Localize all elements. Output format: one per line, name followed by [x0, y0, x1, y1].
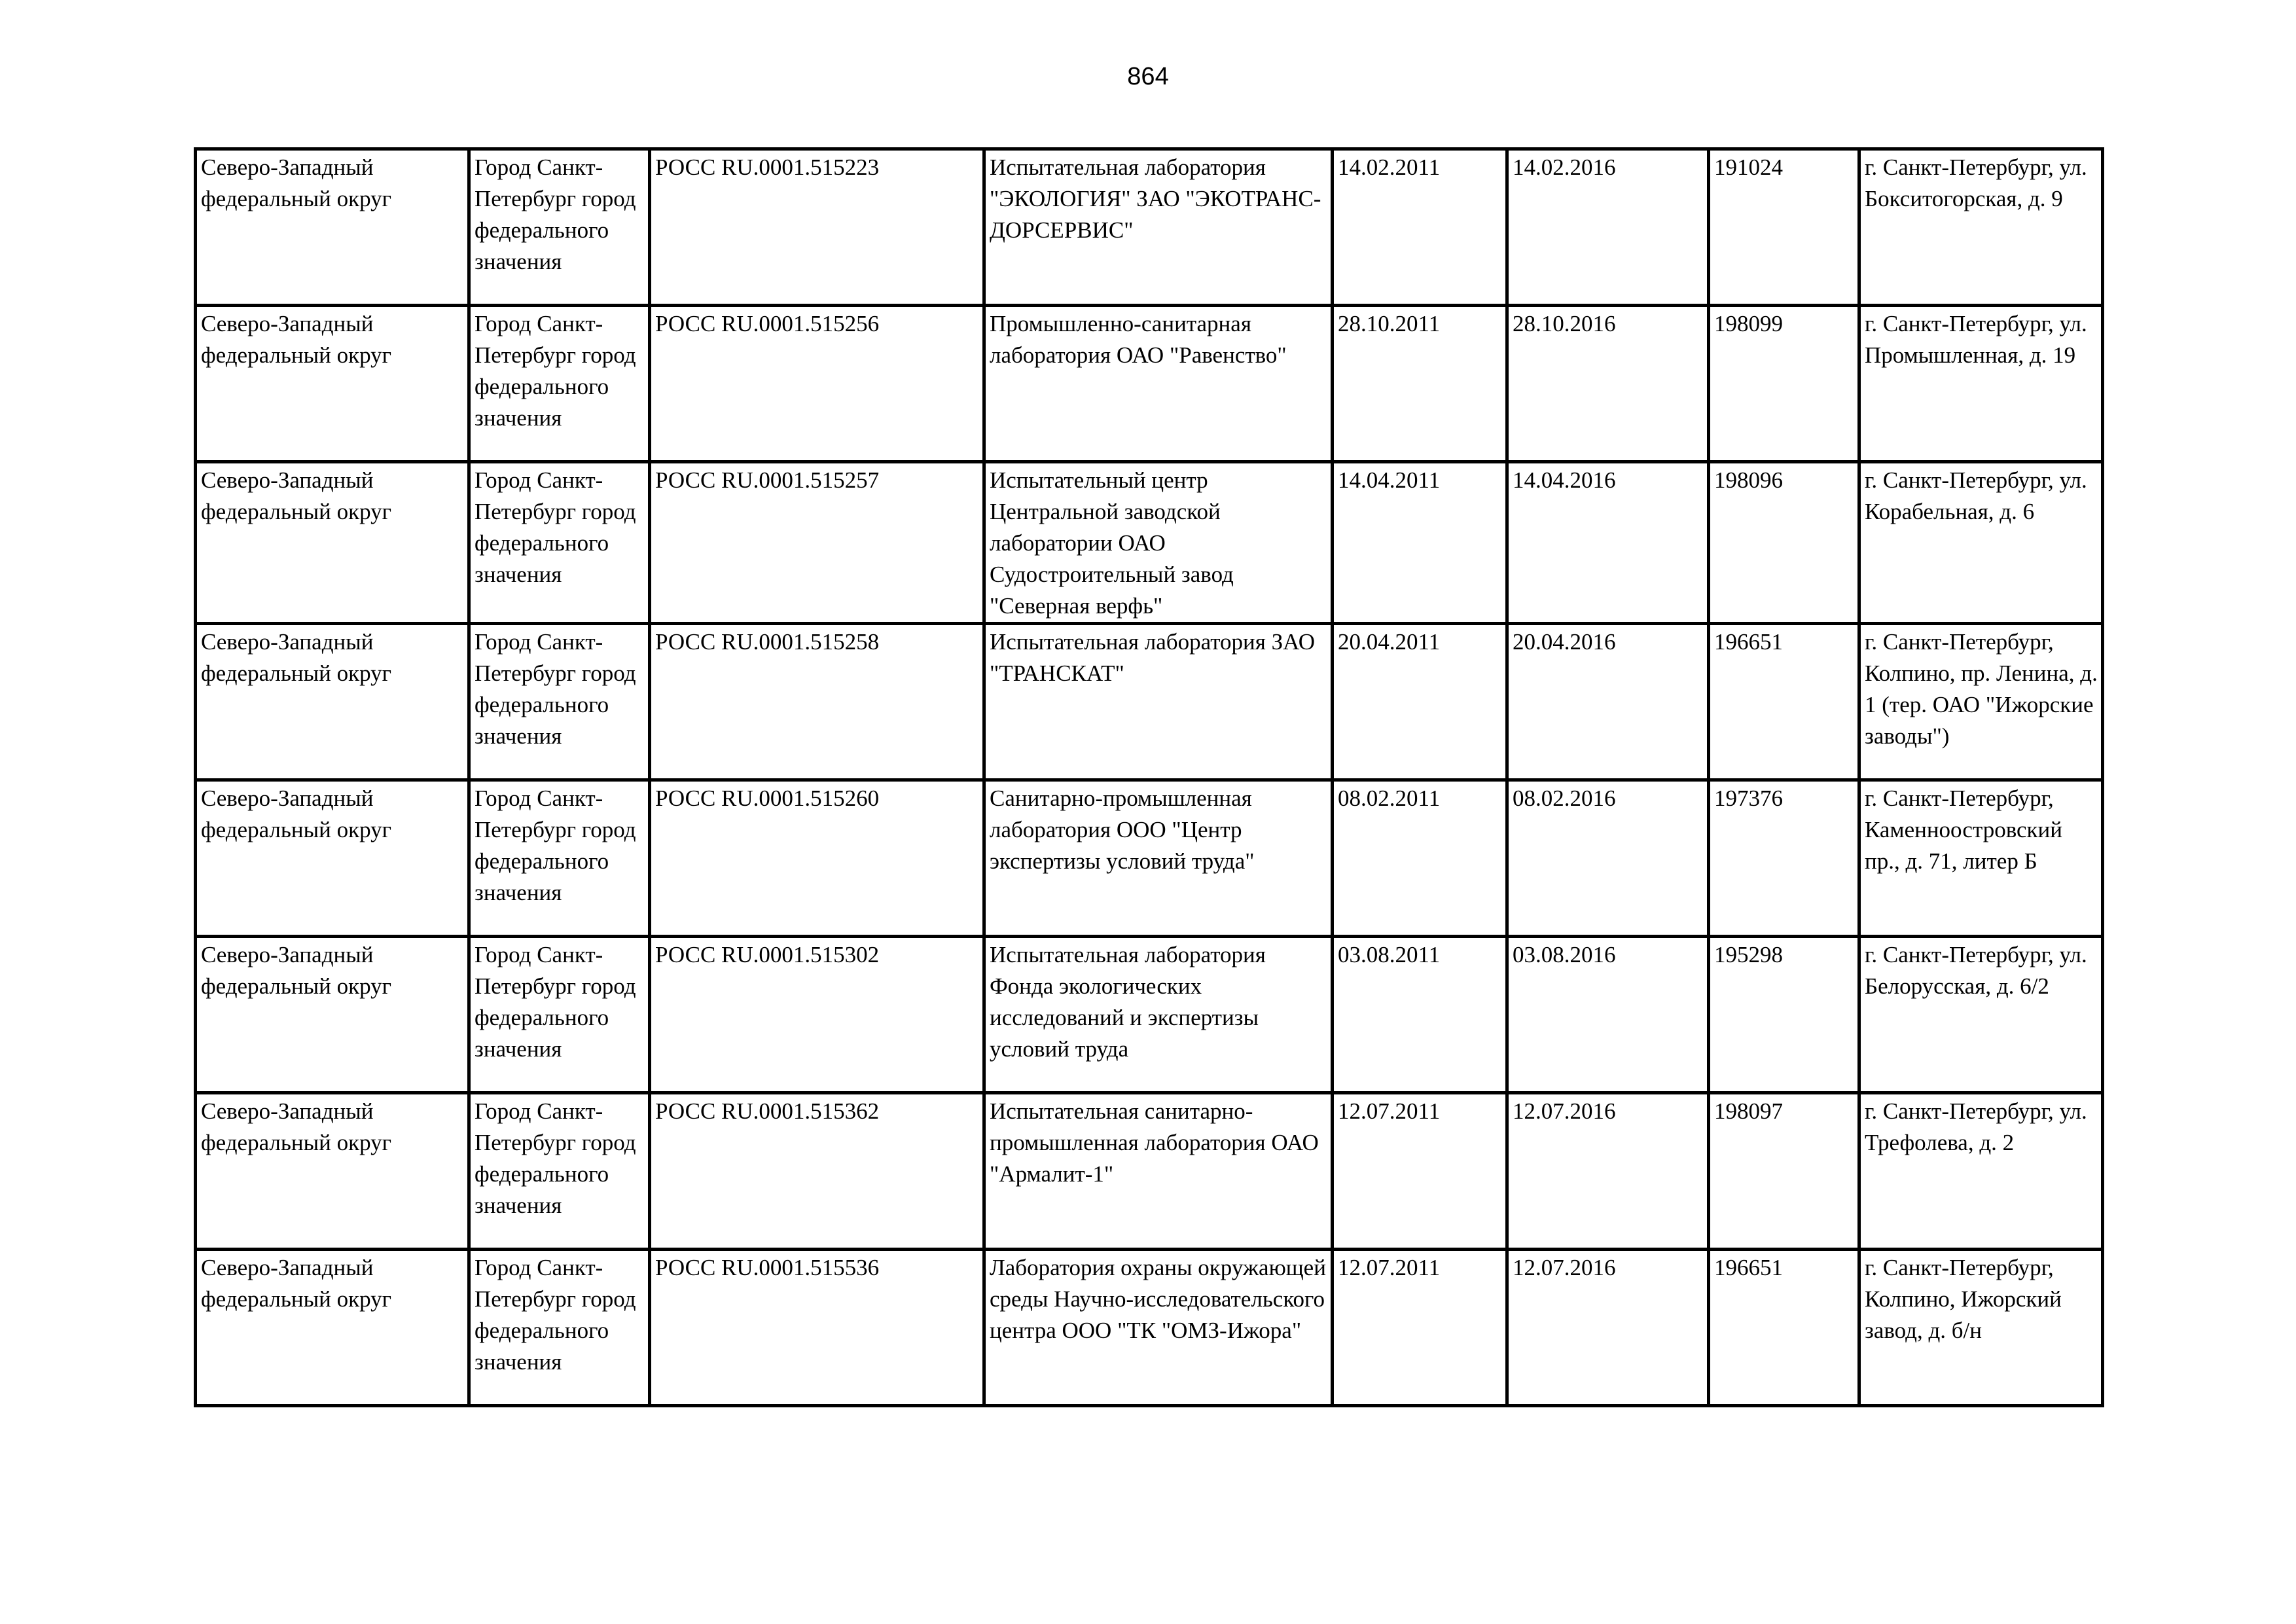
- cert-number-cell: РОСС RU.0001.515362: [650, 1093, 984, 1250]
- region-cell: Город Санкт-Петербург город федерального значения: [469, 462, 650, 624]
- page-number: 864: [1127, 63, 1169, 90]
- registry-table: [194, 147, 2104, 1407]
- postal-code-cell: 196651: [1709, 624, 1859, 780]
- region-cell: Город Санкт-Петербург город федерального значения: [469, 149, 650, 306]
- date-start-cell: 12.07.2011: [1333, 1093, 1507, 1250]
- cert-number-cell: РОСС RU.0001.515223: [650, 149, 984, 306]
- date-end-cell: 14.02.2016: [1507, 149, 1709, 306]
- cert-number-cell: РОСС RU.0001.515302: [650, 937, 984, 1093]
- table-row: [196, 780, 2103, 937]
- address-cell: г. Санкт-Петербург, Колпино, Ижорский завод, д. б/н: [1859, 1250, 2103, 1406]
- laboratory-cell: Промышленно-санитарная лаборатория ОАО "Равенство": [984, 306, 1333, 462]
- date-start-cell: 03.08.2011: [1333, 937, 1507, 1093]
- laboratory-cell: Испытательная санитарно-промышленная лаборатория ОАО "Армалит-1": [984, 1093, 1333, 1250]
- postal-code-cell: 198097: [1709, 1093, 1859, 1250]
- date-end-cell: 28.10.2016: [1507, 306, 1709, 462]
- district-cell: Северо-Западный федеральный округ: [196, 624, 469, 780]
- region-cell: Город Санкт-Петербург город федерального значения: [469, 306, 650, 462]
- district-cell: Северо-Западный федеральный округ: [196, 1250, 469, 1406]
- district-cell: Северо-Западный федеральный округ: [196, 937, 469, 1093]
- district-cell: Северо-Западный федеральный округ: [196, 1093, 469, 1250]
- postal-code-cell: 197376: [1709, 780, 1859, 937]
- address-cell: г. Санкт-Петербург, ул. Бокситогорская, д. 9: [1859, 149, 2103, 306]
- date-start-cell: 14.04.2011: [1333, 462, 1507, 624]
- address-cell: г. Санкт-Петербург, ул. Трефолева, д. 2: [1859, 1093, 2103, 1250]
- region-cell: Город Санкт-Петербург город федерального значения: [469, 937, 650, 1093]
- postal-code-cell: 198096: [1709, 462, 1859, 624]
- postal-code-cell: 196651: [1709, 1250, 1859, 1406]
- date-end-cell: 20.04.2016: [1507, 624, 1709, 780]
- date-end-cell: 12.07.2016: [1507, 1093, 1709, 1250]
- region-cell: Город Санкт-Петербург город федерального значения: [469, 1250, 650, 1406]
- district-cell: Северо-Западный федеральный округ: [196, 306, 469, 462]
- cert-number-cell: РОСС RU.0001.515256: [650, 306, 984, 462]
- cert-number-cell: РОСС RU.0001.515536: [650, 1250, 984, 1406]
- date-end-cell: 12.07.2016: [1507, 1250, 1709, 1406]
- laboratory-cell: Лаборатория охраны окружающей среды Научно-исследовательского центра ООО "ТК "ОМЗ-Ижора": [984, 1250, 1333, 1406]
- laboratory-cell: Испытательная лаборатория ЗАО "ТРАНСКАТ": [984, 624, 1333, 780]
- cert-number-cell: РОСС RU.0001.515258: [650, 624, 984, 780]
- postal-code-cell: 198099: [1709, 306, 1859, 462]
- district-cell: Северо-Западный федеральный округ: [196, 462, 469, 624]
- laboratory-cell: Испытательная лаборатория "ЭКОЛОГИЯ" ЗАО "ЭКОТРАНС-ДОРСЕРВИС": [984, 149, 1333, 306]
- date-start-cell: 14.02.2011: [1333, 149, 1507, 306]
- date-end-cell: 08.02.2016: [1507, 780, 1709, 937]
- date-start-cell: 20.04.2011: [1333, 624, 1507, 780]
- postal-code-cell: 191024: [1709, 149, 1859, 306]
- table-row: [196, 624, 2103, 780]
- address-cell: г. Санкт-Петербург, Колпино, пр. Ленина, д. 1 (тер. ОАО "Ижорские заводы"): [1859, 624, 2103, 780]
- table-row: [196, 937, 2103, 1093]
- date-start-cell: 12.07.2011: [1333, 1250, 1507, 1406]
- laboratory-cell: Испытательный центр Центральной заводской лаборатории ОАО Судостроительный завод "Северная верфь": [984, 462, 1333, 624]
- date-end-cell: 14.04.2016: [1507, 462, 1709, 624]
- address-cell: г. Санкт-Петербург, ул. Белорусская, д. 6/2: [1859, 937, 2103, 1093]
- cert-number-cell: РОСС RU.0001.515257: [650, 462, 984, 624]
- table-row: [196, 306, 2103, 462]
- registry-table-body: [196, 149, 2103, 1406]
- laboratory-cell: Санитарно-промышленная лаборатория ООО "Центр экспертизы условий труда": [984, 780, 1333, 937]
- date-start-cell: 28.10.2011: [1333, 306, 1507, 462]
- date-start-cell: 08.02.2011: [1333, 780, 1507, 937]
- table-row: [196, 149, 2103, 306]
- region-cell: Город Санкт-Петербург город федерального значения: [469, 1093, 650, 1250]
- laboratory-cell: Испытательная лаборатория Фонда экологических исследований и экспертизы условий труда: [984, 937, 1333, 1093]
- address-cell: г. Санкт-Петербург, Каменноостровский пр., д. 71, литер Б: [1859, 780, 2103, 937]
- address-cell: г. Санкт-Петербург, ул. Корабельная, д. 6: [1859, 462, 2103, 624]
- postal-code-cell: 195298: [1709, 937, 1859, 1093]
- district-cell: Северо-Западный федеральный округ: [196, 780, 469, 937]
- region-cell: Город Санкт-Петербург город федерального значения: [469, 780, 650, 937]
- region-cell: Город Санкт-Петербург город федерального значения: [469, 624, 650, 780]
- date-end-cell: 03.08.2016: [1507, 937, 1709, 1093]
- table-row: [196, 1250, 2103, 1406]
- cert-number-cell: РОСС RU.0001.515260: [650, 780, 984, 937]
- address-cell: г. Санкт-Петербург, ул. Промышленная, д. 19: [1859, 306, 2103, 462]
- table-row: [196, 462, 2103, 624]
- table-row: [196, 1093, 2103, 1250]
- district-cell: Северо-Западный федеральный округ: [196, 149, 469, 306]
